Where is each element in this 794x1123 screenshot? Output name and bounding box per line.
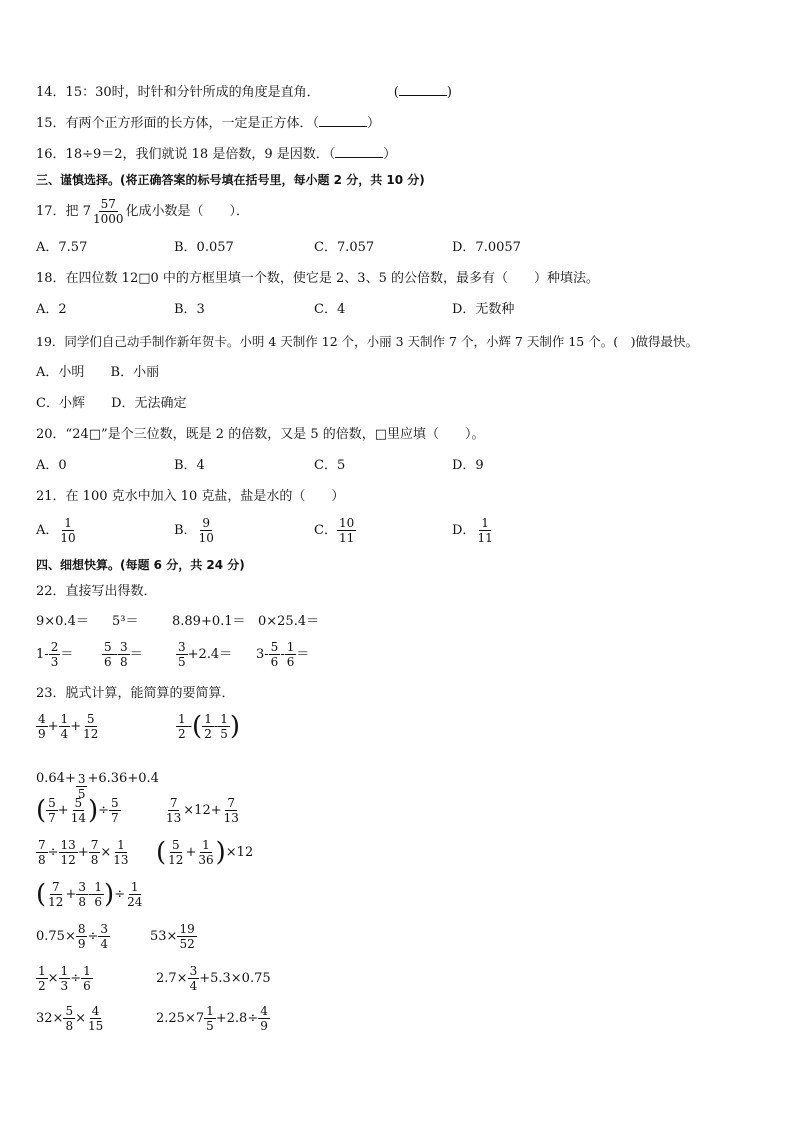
- question-20: 20．“24□”是个三位数，既是 2 的倍数，又是 5 的倍数，□里应填（ ）。: [36, 427, 485, 442]
- q23-expr-5: $\frac{7}{13}$ ×12+ $\frac{7}{13}$: [166, 796, 239, 825]
- expr: 1- $\frac{2}{3}$ ＝: [36, 640, 74, 669]
- question-21: 21．在 100 克水中加入 10 克盐，盐是水的（ ）: [36, 489, 345, 504]
- q23-expr-13: 32× $\frac{5}{8}$ × $\frac{4}{15}$: [36, 1004, 104, 1033]
- expr: 0×25.4＝: [258, 614, 320, 629]
- option-b[interactable]: B．小丽: [110, 365, 160, 380]
- fraction: $\frac{57}{1000}$: [92, 197, 124, 226]
- option-d[interactable]: D．无法确定: [111, 396, 187, 411]
- question-14: 14．15：30时，时针和分针所成的角度是直角． ( ): [36, 85, 452, 100]
- option-b[interactable]: B．4: [174, 458, 205, 473]
- question-19-options-1: [36, 365, 159, 381]
- q23-expr-8: ( $\frac{7}{12}$ + $\frac{3}{8}$ - $\frac{1}{6}$ )÷ $\frac{1}{24}$: [36, 879, 143, 910]
- option-d[interactable]: D．9: [452, 458, 484, 473]
- option-c[interactable]: C．5: [314, 458, 346, 473]
- section-4-heading: 四、细想快算。(每题 6 分，共 24 分): [36, 558, 245, 572]
- expr: 3- $\frac{5}{6}$ - $\frac{1}{6}$ ＝: [256, 640, 310, 669]
- q23-expr-2: $\frac{1}{2}$ -( $\frac{1}{2}$ - $\frac{1}{5}$ ): [178, 711, 241, 742]
- question-17: 17．把 7 $\frac{57}{1000}$ 化成小数是（ ）．: [36, 197, 250, 226]
- expr: $\frac{5}{6}$ - $\frac{3}{8}$ ＝: [104, 640, 143, 669]
- option-a[interactable]: A．0: [36, 458, 67, 473]
- answer-blank[interactable]: [399, 84, 447, 96]
- expr: 8.89+0.1＝: [172, 614, 246, 629]
- question-18: 18．在四位数 12□0 中的方框里填一个数，使它是 2、3、5 的公倍数，最多有（ ）种填法。: [36, 271, 599, 286]
- q23-expr-6: $\frac{7}{8}$ ÷ $\frac{13}{12}$ + $\frac{7}{8}$ × $\frac{1}{13}$: [38, 838, 129, 867]
- option-a[interactable]: A． $\frac{1}{10}$: [36, 516, 76, 545]
- option-d[interactable]: D．无数种: [452, 302, 515, 317]
- question-15: 15．有两个正方形面的长方体，一定是正方体．（ ）: [36, 116, 381, 131]
- option-c[interactable]: C．7.057: [314, 240, 375, 255]
- q23-expr-12: 2.7× $\frac{3}{4}$ +5.3×0.75: [156, 964, 271, 993]
- q23-expr-3: 0.64+ $\frac{3}{5}$ +6.36+0.4: [36, 771, 159, 801]
- section-3-heading: 三、谨慎选择。(将正确答案的标号填在括号里，每小题 2 分，共 10 分): [36, 173, 425, 187]
- option-c[interactable]: C． $\frac{10}{11}$: [314, 516, 355, 545]
- option-a[interactable]: A．2: [36, 302, 67, 317]
- option-b[interactable]: B．3: [174, 302, 205, 317]
- option-c[interactable]: C．4: [314, 302, 346, 317]
- q23-expr-10: 53× $\frac{19}{52}$: [150, 922, 195, 951]
- question-23: 23．脱式计算，能简算的要简算．: [36, 686, 235, 701]
- answer-blank[interactable]: [335, 146, 383, 158]
- q23-expr-14: 2.25×7 $\frac{1}{5}$ +2.8÷ $\frac{4}{9}$: [156, 1004, 268, 1033]
- question-16: 16．18÷9＝2，我们就说 18 是倍数，9 是因数．（ ）: [36, 147, 397, 162]
- option-c[interactable]: C．小辉: [36, 396, 85, 411]
- option-a[interactable]: A．小明: [36, 365, 85, 380]
- q23-expr-1: $\frac{4}{9}$ + $\frac{1}{4}$ + $\frac{5}{12}$: [38, 712, 99, 741]
- q23-expr-7: ( $\frac{5}{12}$ + $\frac{1}{36}$ )×12: [156, 837, 254, 868]
- answer-blank[interactable]: [319, 115, 367, 127]
- option-b[interactable]: B． $\frac{9}{10}$: [174, 516, 214, 545]
- q23-expr-9: 0.75× $\frac{8}{9}$ ÷ $\frac{3}{4}$: [36, 922, 109, 951]
- question-19-options-2: [36, 396, 187, 412]
- option-a[interactable]: A．7.57: [36, 240, 88, 255]
- q23-expr-11: $\frac{1}{2}$ × $\frac{1}{3}$ ÷ $\frac{1}{6}$: [38, 964, 91, 993]
- question-19: 19．同学们自己动手制作新年贺卡。小明 4 天制作 12 个，小丽 3 天制作 7 个，小辉 7 天制作 15 个。( )做得最快。: [36, 334, 698, 349]
- expr: 5³＝: [112, 614, 139, 629]
- option-d[interactable]: D．7.0057: [452, 240, 521, 255]
- expr: 9×0.4＝: [36, 614, 89, 629]
- option-b[interactable]: B．0.057: [174, 240, 234, 255]
- option-d[interactable]: D． $\frac{1}{11}$: [452, 516, 493, 545]
- question-22: 22．直接写出得数．: [36, 584, 157, 599]
- q23-expr-4: ( $\frac{5}{7}$ + $\frac{5}{14}$ )÷ $\frac{5}{7}$: [36, 795, 119, 826]
- expr: $\frac{3}{5}$ +2.4＝: [178, 640, 233, 669]
